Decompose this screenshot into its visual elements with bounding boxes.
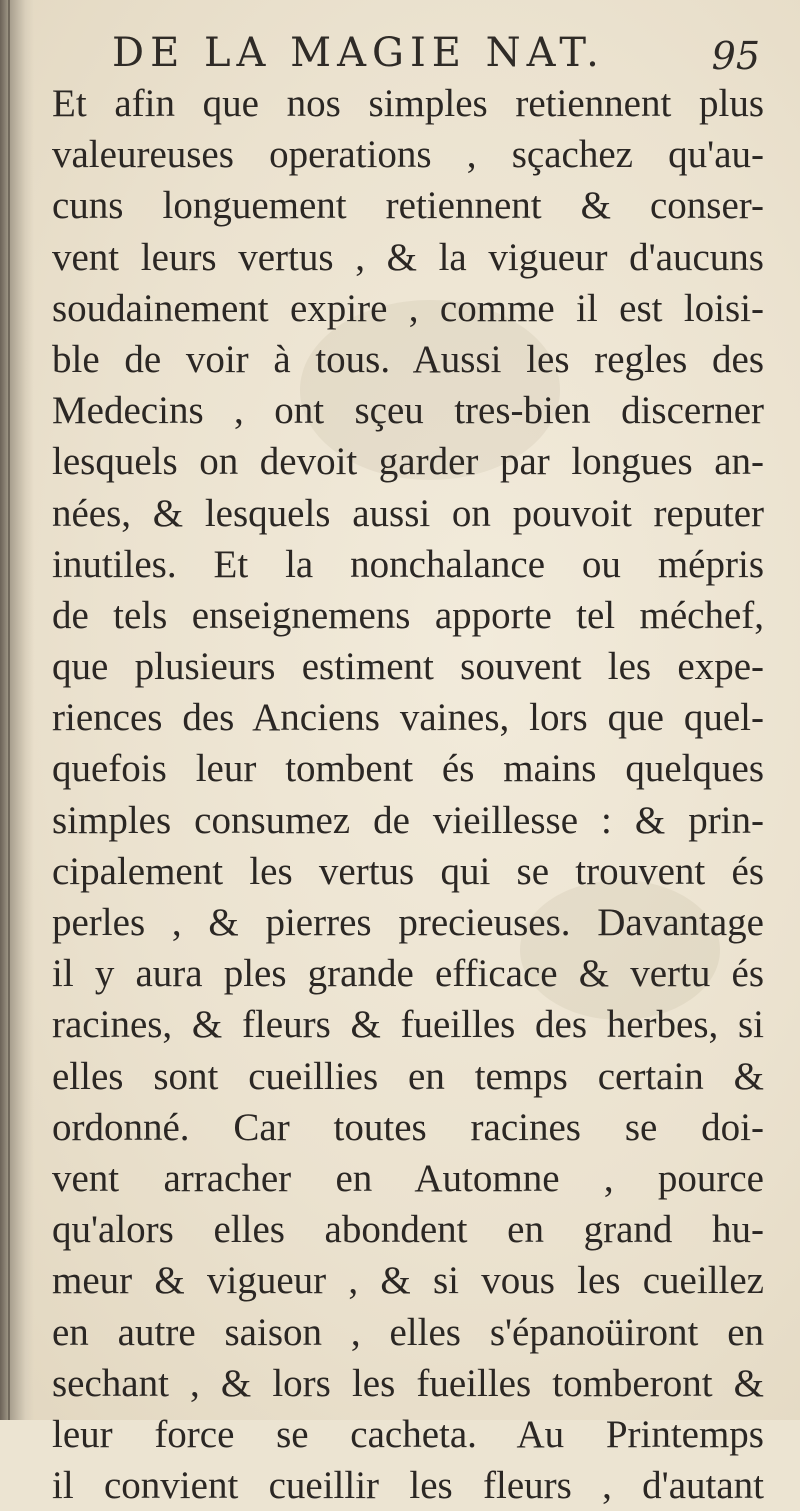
binding-edge	[8, 0, 10, 1420]
text-line: sechant , & lors les fueilles tomberont &	[52, 1361, 764, 1405]
body-text	[52, 78, 764, 1511]
text-line: vent leurs vertus , & la vigueur d'aucuns	[52, 235, 764, 279]
text-line: ordonné. Car toutes racines se doi-	[52, 1105, 764, 1149]
text-line: cipalement les vertus qui se trouvent és	[52, 849, 764, 893]
binding-gutter	[0, 0, 34, 1420]
text-line: perles , & pierres precieuses. Davantage	[52, 901, 764, 944]
text-line: lesquels on devoit garder par longues an-	[52, 440, 764, 484]
text-line: nées, & lesquels aussi on pouvoit reputer	[52, 491, 764, 535]
text-line: racines, & fleurs & fueilles des herbes, si	[52, 1003, 764, 1047]
text-line: simples consumez de vieillesse : & prin-	[52, 798, 764, 842]
text-line: elles sont cueillies en temps certain &	[52, 1054, 764, 1098]
text-line: leur force se cacheta. Au Printemps	[52, 1412, 764, 1456]
text-line: Medecins , ont sçeu tres-bien discerner	[52, 389, 764, 433]
running-title: DE LA MAGIE NAT.	[112, 30, 605, 76]
text-line: en autre saison , elles s'épanoüiront en	[52, 1310, 764, 1354]
text-line: valeureuses operations , sçachez qu'au-	[52, 133, 764, 177]
text-line: soudainement expire , comme il est loisi-	[52, 286, 764, 330]
text-line: meur & vigueur , & si vous les cueillez	[52, 1259, 764, 1303]
text-line: vent arracher en Automne , pource	[52, 1156, 764, 1200]
text-line: riences des Anciens vaines, lors que quel-	[52, 696, 764, 740]
text-line: ble de voir à tous. Aussi les regles des	[52, 337, 764, 381]
page-number: 95	[711, 34, 760, 78]
text-line: cuns longuement retiennent & conser-	[52, 184, 764, 228]
text-line: Et afin que nos simples retiennent plus	[52, 82, 764, 125]
text-line: de tels enseignemens apporte tel méchef,	[52, 593, 764, 637]
text-line: il y aura ples grande efficace & vertu és	[52, 952, 764, 996]
running-head	[60, 28, 760, 78]
text-line: inutiles. Et la nonchalance ou mépris	[52, 542, 764, 586]
text-line: que plusieurs estiment souvent les expe-	[52, 645, 764, 689]
text-line: quefois leur tombent és mains quelques	[52, 747, 764, 791]
text-line: qu'alors elles abondent en grand hu-	[52, 1208, 764, 1252]
text-line: il convient cueillir les fleurs , d'autant	[52, 1464, 764, 1508]
